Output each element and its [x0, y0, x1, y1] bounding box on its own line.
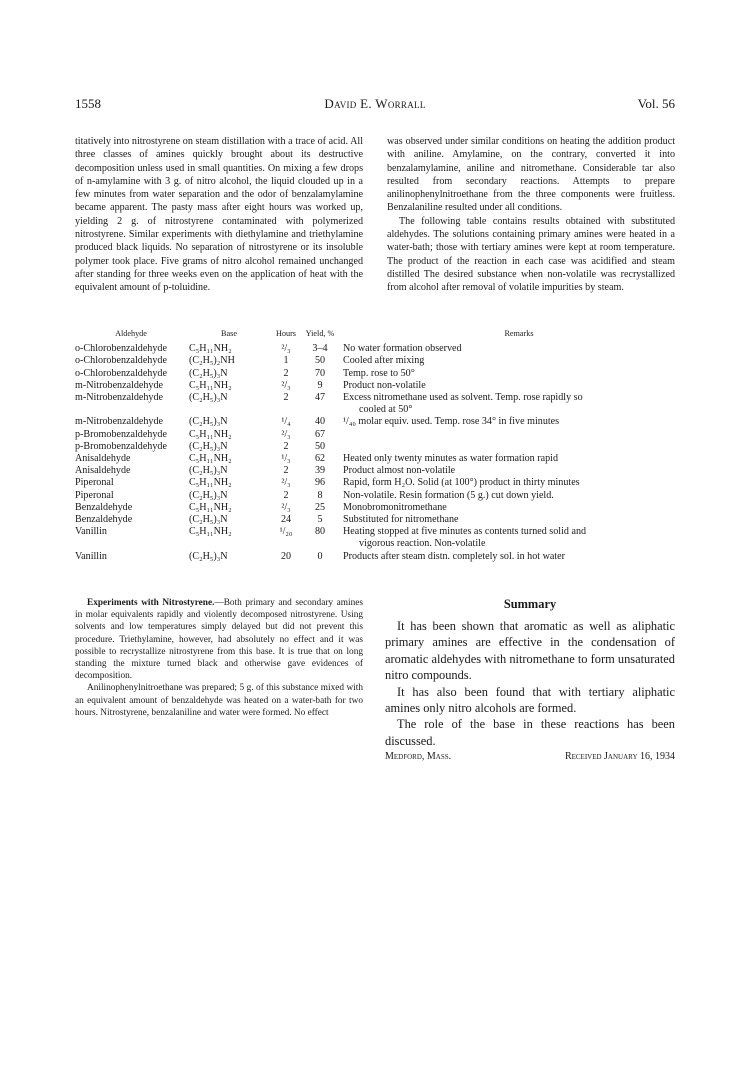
remarks-text: No water formation observed — [343, 343, 462, 355]
base-cell: (C₂H₅)₃N — [189, 489, 228, 501]
yield-cell: 40 — [314, 416, 326, 428]
yield-cell: 0 — [317, 550, 323, 562]
volume-number: Vol. 56 — [637, 96, 675, 111]
yield-cell: 67 — [314, 428, 326, 440]
base-cell: (C₂H₅)₃N — [189, 465, 228, 477]
remarks-text: Monobromonitromethane — [343, 501, 447, 513]
table-row — [75, 355, 695, 367]
left-column — [75, 135, 363, 295]
table-row — [75, 392, 695, 416]
aldehyde-cell: Anisaldehyde — [75, 453, 131, 465]
hours-cell: 20 — [280, 550, 292, 562]
remarks-cell — [337, 526, 695, 550]
experiments-section — [75, 597, 363, 719]
yield-cell: 50 — [314, 355, 326, 367]
base-cell: (C₂H₅)₃N — [189, 440, 228, 452]
aldehyde-cell: Vanillin — [75, 550, 107, 562]
hours-cell: ²/₃ — [281, 343, 291, 355]
remarks-cell — [337, 477, 695, 489]
aldehyde-cell: Benzaldehyde — [75, 501, 133, 513]
summary-title: Summary — [503, 597, 557, 611]
yield-cell: 96 — [314, 477, 326, 489]
yield-cell: 80 — [314, 526, 326, 538]
remarks-text: ¹/₄₀ molar equiv. used. Temp. rose 34° in five minutes — [343, 416, 560, 428]
right-paragraph: was observed under similar conditions on heating the addition product with aniline. Amylamine, on the contrary, converted it into benzalamylamine, aniline and nitromethane. Considerable tar also resulted from secondary reactions. Attempts to prepare anilinophenylnitroethane from the three components were fruitless. Benzalaniline resulted under all conditions. — [387, 136, 675, 214]
right-paragraph: The following table contains results obtained with substituted aldehydes. The solutions containing primary amines were heated in a water-bath; those with tertiary amines were kept at room temperature. The product of the reaction in each case was acidified and steam distilled The desired substance when non-volatile was recrystallized from alcohol after removal of volatile impurities by steam. — [387, 215, 675, 294]
page-number: 1558 — [75, 96, 101, 111]
table-row — [75, 526, 695, 550]
remarks-cell — [337, 551, 695, 563]
aldehyde-cell: m-Nitrobenzaldehyde — [75, 392, 164, 404]
hours-cell: ¹/₄ — [281, 416, 291, 428]
experiments-heading: Experiments with Nitrostyrene. — [87, 598, 215, 608]
table-row — [75, 551, 695, 563]
body-columns — [75, 135, 675, 328]
table-row — [75, 477, 695, 489]
location: Medford, Mass. — [385, 751, 452, 763]
summary-section — [385, 597, 675, 765]
table-row — [75, 416, 695, 428]
hours-cell: 2 — [283, 465, 289, 477]
remarks-cell — [337, 392, 695, 416]
aldehyde-cell: Piperonal — [75, 489, 114, 501]
remarks-text: Cooled after mixing — [343, 355, 425, 367]
base-cell: C₅H₁₁NH₂ — [189, 501, 232, 513]
aldehyde-cell: m-Nitrobenzaldehyde — [75, 379, 164, 391]
hours-cell: 2 — [283, 367, 289, 379]
hours-cell: 24 — [280, 514, 292, 526]
base-cell: (C₂H₅)₃N — [189, 550, 228, 562]
experiments-text: —Both primary and secondary amines in molar equivalents rapidly and violently decomposed nitrostyrene. Using solvents and low temperatures simply delayed but did not prevent this procedure. Triethylamine, however, had absolutely no effect and it was possible to recrystallize nitrostyrene from this base. It is true that on long standing the mixture turned black and otherwise gave evidences of decomposition. — [75, 598, 363, 682]
header-base: Base — [221, 329, 237, 338]
table-row — [75, 441, 695, 453]
remarks-text: Product non-volatile — [343, 379, 426, 391]
remarks-text: Products after steam distn. completely sol. in hot water — [343, 550, 566, 562]
table-row — [75, 453, 695, 465]
remarks-cell — [337, 490, 695, 502]
base-cell: (C₂H₅)₃N — [189, 367, 228, 379]
yield-cell: 3–4 — [312, 343, 328, 355]
header-remarks: Remarks — [504, 329, 534, 338]
base-cell: (C₂H₅)₂NH — [189, 355, 235, 367]
summary-paragraph: It has also been found that with tertiary aliphatic amines only nitro alcohols are formed. — [385, 684, 675, 716]
remarks-text: Rapid, form H₂O. Solid (at 100°) product in thirty minutes — [343, 477, 580, 489]
hours-cell: ²/₃ — [281, 501, 291, 513]
summary-paragraph: The role of the base in these reactions has been discussed. — [385, 717, 675, 748]
yield-cell: 39 — [314, 465, 326, 477]
table-header-row — [75, 328, 695, 343]
yield-cell: 8 — [317, 489, 323, 501]
hours-cell: ¹/₃ — [281, 453, 291, 465]
base-cell: (C₂H₅)₃N — [189, 392, 228, 404]
aldehyde-cell: Benzaldehyde — [75, 514, 133, 526]
running-author: David E. Worrall — [324, 96, 426, 111]
hours-cell: 2 — [283, 489, 289, 501]
remarks-cell — [337, 465, 695, 477]
experiments-paragraph — [75, 597, 363, 682]
hours-cell: ²/₃ — [281, 428, 291, 440]
aldehyde-cell: Vanillin — [75, 526, 107, 538]
remarks-text: Temp. rose to 50° — [343, 367, 415, 379]
aldehyde-cell: o-Chlorobenzaldehyde — [75, 367, 167, 379]
remarks-cell — [337, 441, 695, 453]
hours-cell: 1 — [283, 355, 289, 367]
yield-cell: 25 — [314, 501, 326, 513]
base-cell: (C₂H₅)₃N — [189, 514, 228, 526]
remarks-continuation: vigorous reaction. Non-volatile — [359, 538, 486, 550]
results-table — [75, 328, 675, 563]
header-yield: Yield, % — [305, 329, 335, 338]
aldehyde-cell: Piperonal — [75, 477, 114, 489]
remarks-cell — [337, 380, 695, 392]
remarks-text: Heated only twenty minutes as water formation rapid — [343, 453, 558, 465]
yield-cell: 70 — [314, 367, 326, 379]
experiments-paragraph-2: Anilinophenylnitroethane was prepared; 5 g. of this substance mixed with an equivalent amount of benzaldehyde was heated on a water-bath for two hours. Nitrostyrene, benzalaniline and water were formed. No effect — [75, 683, 363, 718]
hours-cell: 2 — [283, 440, 289, 452]
base-cell: C₅H₁₁NH₂ — [189, 379, 232, 391]
remarks-cell — [337, 502, 695, 514]
table-row — [75, 380, 695, 392]
right-column — [387, 135, 675, 295]
hours-cell: 2 — [283, 392, 289, 404]
remarks-cell — [337, 416, 695, 428]
remarks-cell — [337, 453, 695, 465]
remarks-continuation: cooled at 50° — [359, 404, 413, 416]
yield-cell: 62 — [314, 453, 326, 465]
journal-page — [75, 96, 675, 763]
table-row — [75, 465, 695, 477]
header-hours: Hours — [275, 329, 296, 338]
remarks-cell — [337, 514, 695, 526]
aldehyde-cell: p-Bromobenzaldehyde — [75, 428, 167, 440]
base-cell: C₅H₁₁NH₂ — [189, 477, 232, 489]
remarks-cell — [337, 368, 695, 380]
aldehyde-cell: o-Chlorobenzaldehyde — [75, 343, 167, 355]
yield-cell: 50 — [314, 440, 326, 452]
yield-cell: 5 — [317, 514, 323, 526]
base-cell: C₅H₁₁NH₂ — [189, 453, 232, 465]
hours-cell: ¹/₂₀ — [279, 526, 293, 538]
remarks-text: Excess nitromethane used as solvent. Temp. rose rapidly so — [343, 392, 583, 404]
base-cell: C₅H₁₁NH₂ — [189, 428, 232, 440]
footer — [385, 751, 675, 765]
remarks-text: Non-volatile. Resin formation (5 g.) cut down yield. — [343, 489, 554, 501]
base-cell: (C₂H₅)₃N — [189, 416, 228, 428]
remarks-text: Product almost non-volatile — [343, 465, 456, 477]
hours-cell: ²/₃ — [281, 477, 291, 489]
table-row — [75, 514, 695, 526]
base-cell: C₅H₁₁NH₂ — [189, 343, 232, 355]
yield-cell: 9 — [317, 379, 323, 391]
remarks-cell — [337, 355, 695, 367]
summary-paragraph: It has been shown that aromatic as well as aliphatic primary amines are effective in the condensation of aromatic aldehydes with nitromethane to form unsaturated nitro compounds. — [385, 619, 675, 683]
table-row — [75, 502, 695, 514]
aldehyde-cell: o-Chlorobenzaldehyde — [75, 355, 167, 367]
remarks-text: Substituted for nitromethane — [343, 514, 459, 526]
aldehyde-cell: p-Bromobenzaldehyde — [75, 440, 167, 452]
table-row — [75, 429, 695, 441]
aldehyde-cell: Anisaldehyde — [75, 465, 131, 477]
yield-cell: 47 — [314, 392, 326, 404]
received-date: Received January 16, 1934 — [564, 751, 675, 763]
header-aldehyde: Aldehyde — [115, 329, 147, 338]
left-paragraph: titatively into nitrostyrene on steam distillation with a trace of acid. All three classes of amines quickly brought about its destructive decomposition unless used in small quantities. On mixing a few drops of n-amylamine with 3 g. of nitro alcohol, the liquid clouded up in a few minutes from water separation and the odor of benzalamylamine became apparent. The pasty mass after eight hours was worked up, yielding 2 g. of nitrostyrene contaminated with polymerized nitrostyrene. Similar experiments with diethylamine and triethylamine produced black liquids. No separation of nitrostyrene or its insoluble polymer took place. Five grams of nitro alcohol remained unchanged after standing for three weeks even on the application of heat with the equivalent amount of p-toluidine. — [75, 136, 363, 294]
remarks-cell — [337, 343, 695, 355]
table-row — [75, 490, 695, 502]
aldehyde-cell: m-Nitrobenzaldehyde — [75, 416, 164, 428]
hours-cell: ²/₃ — [281, 379, 291, 391]
remarks-text: Heating stopped at five minutes as contents turned solid and — [343, 526, 587, 538]
table-row — [75, 368, 695, 380]
remarks-cell — [337, 429, 695, 441]
base-cell: C₅H₁₁NH₂ — [189, 526, 232, 538]
page-header — [75, 96, 675, 116]
table-row — [75, 343, 695, 355]
